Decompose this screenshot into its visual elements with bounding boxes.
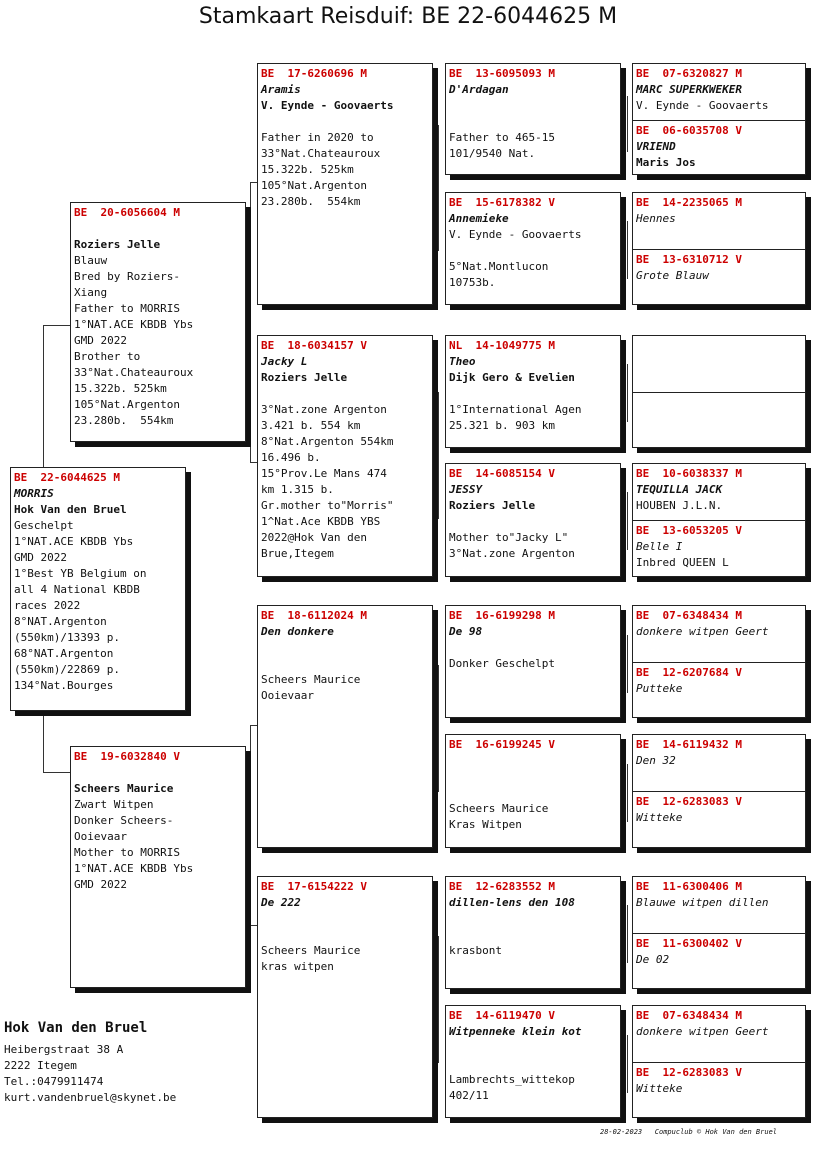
ring-number: BE 14-6119432 M [636, 738, 742, 751]
pigeon-card-g4[interactable] [632, 120, 806, 175]
pigeon-owner: Maris Jos [636, 156, 696, 169]
pigeon-card-mf[interactable] [257, 605, 433, 848]
pigeon-owner: Inbred QUEEN L [636, 556, 729, 569]
pigeon-info-line: Mother to MORRIS [74, 846, 180, 859]
pigeon-info-line: 134°Nat.Bourges [14, 679, 114, 692]
pigeon-info-line: all 4 National KBDB [14, 583, 140, 596]
pigeon-card-subject[interactable] [10, 467, 186, 711]
ring-number: BE 16-6199298 M [449, 609, 555, 622]
pigeon-card-mother[interactable] [70, 746, 246, 988]
breeder-phone: Tel.:0479911474 [4, 1075, 104, 1088]
pigeon-info-line: Donker Scheers- [74, 814, 174, 827]
pigeon-info-line: races 2022 [14, 599, 81, 612]
pigeon-card-g4[interactable] [632, 1062, 806, 1118]
pigeon-card-fm[interactable] [257, 335, 433, 577]
pigeon-owner: Roziers Jelle [74, 238, 161, 251]
pigeon-info-line: km 1.315 b. [261, 483, 334, 496]
ring-number: BE 13-6053205 V [636, 524, 742, 537]
pigeon-name: donkere witpen Geert [636, 625, 769, 638]
pigeon-card-mmf[interactable] [445, 876, 621, 989]
pigeon-card-ff[interactable] [257, 63, 433, 305]
pigeon-info-line: Geschelpt [14, 519, 74, 532]
pigeon-info-line: Zwart Witpen [74, 798, 154, 811]
connector [627, 764, 628, 822]
pigeon-info-line: Scheers Maurice [261, 944, 361, 957]
pigeon-card-father[interactable] [70, 202, 246, 442]
connector [438, 665, 439, 792]
pigeon-info-line: Father to MORRIS [74, 302, 180, 315]
breeder-name: Hok Van den Bruel [4, 1020, 148, 1036]
ring-number: BE 12-6207684 V [636, 666, 742, 679]
connector [250, 725, 257, 726]
ring-number: BE 18-6034157 V [261, 339, 367, 352]
pigeon-card-fff[interactable] [445, 63, 621, 175]
connector [627, 905, 628, 963]
pigeon-info-line: Brother to [74, 350, 141, 363]
pigeon-card-fmm[interactable] [445, 463, 621, 577]
pigeon-card-g4[interactable] [632, 192, 806, 250]
pigeon-info-line: kras witpen [261, 960, 334, 973]
pigeon-info-line: 5°Nat.Montlucon [449, 260, 549, 273]
ring-number: BE 13-6310712 V [636, 253, 742, 266]
ring-number: BE 13-6095093 M [449, 67, 555, 80]
pigeon-card-g4[interactable] [632, 520, 806, 577]
pigeon-name: Den 32 [636, 754, 676, 767]
pigeon-info-line: 3.421 b. 554 km [261, 419, 361, 432]
pigeon-info-line: Bred by Roziers- [74, 270, 180, 283]
pigeon-info-line: 15°Prov.Le Mans 474 [261, 467, 387, 480]
connector [43, 325, 70, 326]
pigeon-info-line: Mother to"Jacky L" [449, 531, 569, 544]
pigeon-info-line: 23.280b. 554km [74, 414, 174, 427]
pigeon-name: Annemieke [449, 212, 509, 225]
pigeon-info-line: 1°Best YB Belgium on [14, 567, 147, 580]
pigeon-card-g4[interactable] [632, 249, 806, 305]
pigeon-info-line: 10753b. [449, 276, 496, 289]
pigeon-card-mff[interactable] [445, 605, 621, 718]
pigeon-info-line: 101/9540 Nat. [449, 147, 536, 160]
pigeon-info-line: (550km)/13393 p. [14, 631, 120, 644]
pigeon-name: Witpenneke klein kot [449, 1025, 582, 1038]
pigeon-info-line: Brue,Itegem [261, 547, 334, 560]
connector [438, 125, 439, 251]
ring-number: BE 12-6283083 V [636, 795, 742, 808]
pigeon-info-line: (550km)/22869 p. [14, 663, 120, 676]
connector [627, 364, 628, 422]
pigeon-info-line: 23.280b. 554km [261, 195, 361, 208]
ring-number: BE 15-6178382 V [449, 196, 555, 209]
breeder-contact [4, 1018, 176, 1106]
pigeon-card-g4-empty[interactable] [632, 392, 806, 448]
pigeon-info-line: 1°NAT.ACE KBDB Ybs [14, 535, 134, 548]
connector [43, 710, 44, 772]
pigeon-info-line: Xiang [74, 286, 108, 299]
pigeon-name: Witteke [636, 811, 683, 824]
pigeon-info-line: 8°NAT.Argenton [14, 615, 107, 628]
pigeon-card-g4[interactable] [632, 463, 806, 521]
pigeon-info-line [261, 114, 429, 130]
pigeon-card-g4[interactable] [632, 1005, 806, 1063]
pigeon-name: Blauwe witpen dillen [636, 896, 769, 909]
ring-number: BE 14-2235065 M [636, 196, 742, 209]
connector [250, 725, 251, 925]
pigeon-name: TEQUILLA JACK [636, 483, 723, 496]
pigeon-info-line: GMD 2022 [74, 878, 127, 891]
ring-number: BE 17-6260696 M [261, 67, 367, 80]
connector [627, 635, 628, 693]
ring-number: BE 11-6300402 V [636, 937, 742, 950]
pigeon-card-g4[interactable] [632, 876, 806, 934]
pigeon-info-line: Scheers Maurice [449, 802, 549, 815]
pigeon-owner: Scheers Maurice [74, 782, 174, 795]
pigeon-info-line: 1^Nat.Ace KBDB YBS [261, 515, 381, 528]
pigeon-owner: V. Eynde - Goovaerts [636, 99, 769, 112]
pigeon-name: Witteke [636, 1082, 683, 1095]
pigeon-info-line: 105°Nat.Argenton [261, 179, 367, 192]
pigeon-name: Belle I [636, 540, 683, 553]
pigeon-info-line: 1°NAT.ACE KBDB Ybs [74, 318, 194, 331]
connector [43, 325, 44, 468]
pigeon-info-line: Donker Geschelpt [449, 657, 555, 670]
breeder-city: 2222 Itegem [4, 1059, 77, 1072]
pigeon-card-mm[interactable] [257, 876, 433, 1118]
pigeon-name: Putteke [636, 682, 683, 695]
connector [627, 492, 628, 550]
pigeon-card-g4[interactable] [632, 933, 806, 989]
pigeon-info-line: 3°Nat.zone Argenton [449, 547, 575, 560]
ring-number: BE 12-6283552 M [449, 880, 555, 893]
breeder-street: Heibergstraat 38 A [4, 1043, 124, 1056]
pigeon-info-line: Lambrechts_wittekop [449, 1073, 575, 1086]
pigeon-info-line: GMD 2022 [74, 334, 127, 347]
pigeon-name: D'Ardagan [449, 83, 509, 96]
pigeon-name: MORRIS [14, 487, 54, 500]
pigeon-info-line: Ooievaar [261, 689, 314, 702]
pigeon-name: donkere witpen Geert [636, 1025, 769, 1038]
pigeon-owner: V. Eynde - Goovaerts [261, 99, 394, 112]
pigeon-card-g4[interactable] [632, 734, 806, 792]
pigeon-info-line: Blauw [74, 254, 108, 267]
ring-number: BE 07-6348434 M [636, 609, 742, 622]
pigeon-name: Hennes [636, 212, 676, 225]
pigeon-info-line: 15.322b. 525km [261, 163, 354, 176]
connector [627, 1035, 628, 1093]
pigeon-card-ffm[interactable] [445, 192, 621, 305]
pigeon-name: JESSY [449, 483, 483, 496]
pigeon-card-mmm[interactable] [445, 1005, 621, 1118]
pigeon-name: De 02 [636, 953, 670, 966]
connector [627, 96, 628, 152]
ring-number: NL 14-1049775 M [449, 339, 555, 352]
ring-number: BE 16-6199245 V [449, 738, 555, 751]
pigeon-info-line: 33°Nat.Chateauroux [74, 366, 194, 379]
page-title: Stamkaart Reisduif: BE 22-6044625 M [198, 4, 618, 29]
pigeon-info-line: 8°Nat.Argenton 554km [261, 435, 394, 448]
pigeon-info-line: 2022@Hok Van den [261, 531, 367, 544]
ring-number: BE 10-6038337 M [636, 467, 742, 480]
pigeon-info-line: Ooievaar [74, 830, 127, 843]
pigeon-info-line: 15.322b. 525km [74, 382, 167, 395]
ring-number: BE 18-6112024 M [261, 609, 367, 622]
pigeon-info-line: 1°International Agen [449, 403, 582, 416]
connector [250, 182, 251, 462]
ring-number: BE 20-6056604 M [74, 206, 180, 219]
pigeon-card-fmf[interactable] [445, 335, 621, 448]
ring-number: BE 06-6035708 V [636, 124, 742, 137]
pigeon-info-line: 105°Nat.Argenton [74, 398, 180, 411]
pigeon-info-line: 1°NAT.ACE KBDB Ybs [74, 862, 194, 875]
pigeon-name: MARC SUPERKWEKER [636, 83, 742, 96]
connector [250, 462, 257, 463]
ring-number: BE 07-6320827 M [636, 67, 742, 80]
pigeon-info-line: GMD 2022 [14, 551, 67, 564]
ring-number: BE 19-6032840 V [74, 750, 180, 763]
ring-number: BE 14-6085154 V [449, 467, 555, 480]
pigeon-info-line: 3°Nat.zone Argenton [261, 403, 387, 416]
pigeon-info-line: 68°NAT.Argenton [14, 647, 114, 660]
pigeon-owner: Roziers Jelle [261, 371, 348, 384]
pigeon-card-g4-empty[interactable] [632, 335, 806, 393]
pigeon-info-line: Kras Witpen [449, 818, 522, 831]
ring-number: BE 11-6300406 M [636, 880, 742, 893]
pigeon-info-line: Scheers Maurice [261, 673, 361, 686]
footer-credit: 28-02-2023 Compuclub © Hok Van den Bruel [600, 1128, 778, 1136]
connector [43, 772, 70, 773]
pigeon-card-g4[interactable] [632, 662, 806, 718]
connector [438, 936, 439, 1063]
pigeon-name: Den donkere [261, 625, 334, 638]
connector [438, 392, 439, 519]
ring-number: BE 14-6119470 V [449, 1009, 555, 1022]
connector [250, 925, 257, 926]
pigeon-info-line: Gr.mother to"Morris" [261, 499, 394, 512]
pigeon-name: Theo [449, 355, 476, 368]
pigeon-name: De 222 [261, 896, 301, 909]
ring-number: BE 12-6283083 V [636, 1066, 742, 1079]
ring-number: BE 07-6348434 M [636, 1009, 742, 1022]
pigeon-name: Aramis [261, 83, 301, 96]
pigeon-name: Grote Blauw [636, 269, 709, 282]
pigeon-info-line: krasbont [449, 944, 502, 957]
pigeon-name: VRIEND [636, 140, 676, 153]
pigeon-card-g4[interactable] [632, 791, 806, 848]
pigeon-name: Jacky L [261, 355, 308, 368]
connector [627, 221, 628, 279]
pigeon-info-line: Father in 2020 to [261, 131, 374, 144]
pigeon-owner: Dijk Gero & Evelien [449, 371, 575, 384]
pigeon-name: De 98 [449, 625, 483, 638]
pigeon-info-line: 402/11 [449, 1089, 489, 1102]
pigeon-owner: Hok Van den Bruel [14, 503, 127, 516]
ring-number: BE 22-6044625 M [14, 471, 120, 484]
breeder-email[interactable]: kurt.vandenbruel@skynet.be [4, 1091, 177, 1104]
pigeon-info-line: 33°Nat.Chateauroux [261, 147, 381, 160]
connector [250, 182, 257, 183]
pigeon-info-line: 16.496 b. [261, 451, 321, 464]
pigeon-owner: V. Eynde - Goovaerts [449, 228, 582, 241]
pigeon-info-line: Father to 465-15 [449, 131, 555, 144]
pigeon-card-g4[interactable] [632, 63, 806, 121]
pigeon-owner: HOUBEN J.L.N. [636, 499, 723, 512]
pigeon-card-mfm[interactable] [445, 734, 621, 848]
pigeon-owner: Roziers Jelle [449, 499, 536, 512]
pigeon-card-g4[interactable] [632, 605, 806, 663]
ring-number: BE 17-6154222 V [261, 880, 367, 893]
pigeon-name: dillen-lens den 108 [449, 896, 575, 909]
pigeon-info-line: 25.321 b. 903 km [449, 419, 555, 432]
